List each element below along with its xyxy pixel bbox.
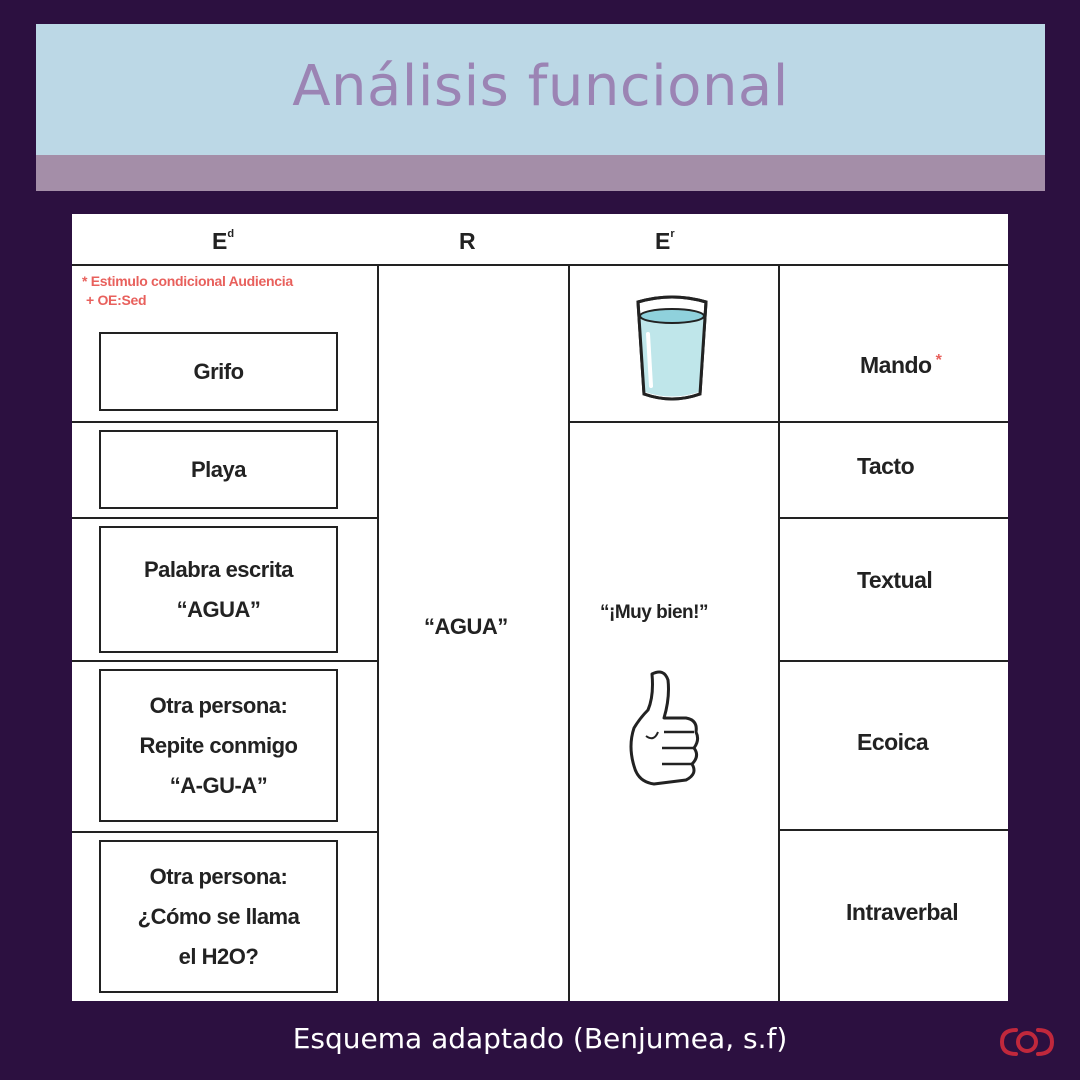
reinforcer-muy-bien: “¡Muy bien!” [600, 602, 708, 623]
response-agua: “AGUA” [424, 614, 508, 639]
header-r: R [459, 228, 476, 254]
operant-ecoica: Ecoica [857, 729, 929, 755]
row-divider-ed-2 [72, 517, 379, 519]
header-ed: $E^d$ [212, 228, 235, 254]
water-glass-icon [632, 294, 712, 409]
header-divider [72, 264, 1008, 266]
title-band [36, 155, 1045, 191]
thumbs-up-icon [624, 666, 704, 801]
operant-textual: Textual [857, 567, 933, 593]
column-divider-2 [568, 264, 570, 1001]
row-divider-ed-1 [72, 421, 379, 423]
row-divider-ed-3 [72, 660, 379, 662]
row-divider-op-2 [778, 517, 1008, 519]
brand-logo-icon [994, 1022, 1060, 1062]
stimulus-box-playa: Playa [99, 430, 338, 509]
header-er: $E^r$ [655, 228, 675, 254]
row-divider-op-3 [778, 660, 1008, 662]
stimulus-box-grifo: Grifo [99, 332, 338, 411]
row-divider-er-1 [568, 421, 1008, 423]
operant-mando: Mando * [860, 352, 942, 378]
column-divider-1 [377, 264, 379, 1001]
row-divider-op-4 [778, 829, 1008, 831]
stimulus-box-repite-conmigo: Otra persona: Repite conmigo “A-GU-A” [99, 669, 338, 822]
title-banner [36, 24, 1045, 155]
functional-analysis-table [72, 214, 1008, 1001]
column-divider-3 [778, 264, 780, 1001]
operant-intraverbal: Intraverbal [846, 899, 959, 925]
conditional-stimulus-note: * Estimulo condicional Audiencia + OE:Sed [82, 273, 293, 308]
source-caption: Esquema adaptado (Benjumea, s.f) [292, 1022, 788, 1055]
stimulus-box-h2o: Otra persona: ¿Cómo se llama el H2O? [99, 840, 338, 993]
stimulus-box-palabra-escrita: Palabra escrita “AGUA” [99, 526, 338, 653]
page-title: Análisis funcional [292, 54, 789, 119]
operant-tacto: Tacto [857, 453, 915, 479]
row-divider-ed-4 [72, 831, 379, 833]
